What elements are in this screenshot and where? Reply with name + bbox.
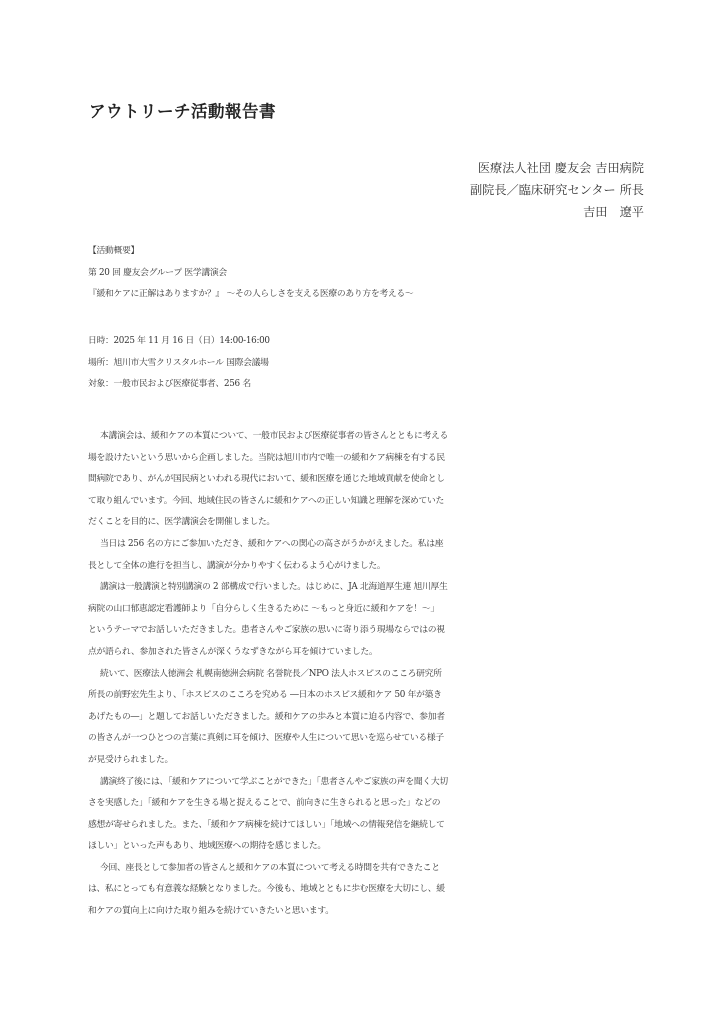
event-datetime: 日時：2025 年 11 月 16 日（日）14:00-16:00 bbox=[88, 336, 270, 346]
body-line: あげたもの―」と題してお話しいただきました。緩和ケアの歩みと本質に迫る内容で、参加者 bbox=[88, 711, 445, 722]
body-line: 和ケアの質向上に向けた取り組みを続けていきたいと思います。 bbox=[88, 906, 334, 917]
body-line: 今回、座長として参加者の皆さんと緩和ケアの本質について考える時間を共有できたこと bbox=[100, 862, 440, 873]
body-line: 所長の前野宏先生より、「ホスピスのこころを究める ―日本のホスピス緩和ケア 50 年が築き bbox=[88, 690, 442, 701]
body-line: 病院の山口郁恵認定看護師より「自分らしく生きるために ～もっと身近に緩和ケアを！～」 bbox=[88, 603, 439, 614]
body-line: が見受けられました。 bbox=[88, 754, 173, 765]
body-line: は、私にとっても有意義な経験となりました。今後も、地域とともに歩む医療を大切にし、緩 bbox=[88, 884, 445, 895]
body-line: 当日は 256 名の方にご参加いただき、緩和ケアへの関心の高さがうかがえました。私は座 bbox=[100, 538, 444, 549]
event-audience: 対象：一般市民および医療従事者、256 名 bbox=[88, 379, 251, 390]
body-line: 感想が寄せられました。また、「緩和ケア病棟を続けてほしい」「地域への情報発信を継続して bbox=[88, 819, 445, 830]
body-line: 点が語られ、参加された皆さんが深くうなずきながら耳を傾けていました。 bbox=[88, 646, 378, 657]
body-line: というテーマでお話しいただきました。患者さんやご家族の思いに寄り添う現場ならではの視 bbox=[88, 625, 445, 636]
body-line: の皆さんが一つひとつの言葉に真剣に耳を傾け、医療や人生について思いを巡らせている様子 bbox=[88, 733, 444, 744]
author-organization: 医療法人社団 慶友会 吉田病院 bbox=[477, 161, 644, 175]
body-line: 場を設けたいという思いから企画しました。当院は旭川市内で唯一の緩和ケア病棟を有する民 bbox=[88, 452, 445, 463]
author-position: 副院長／臨床研究センター 所長 bbox=[469, 183, 644, 197]
event-name: 第 20 回 慶友会グループ 医学講演会 bbox=[88, 267, 227, 278]
body-line: だくことを目的に、医学講演会を開催しました。 bbox=[88, 517, 275, 528]
body-line: て取り組んでいます。今回、地域住民の皆さんに緩和ケアへの正しい知識と理解を深めていた bbox=[88, 495, 444, 506]
body-line: 本講演会は、緩和ケアの本質について、一般市民および医療従事者の皆さんとともに考える bbox=[100, 431, 449, 441]
body-line: 講演は一般講演と特別講演の 2 部構成で行いました。はじめに、JA 北海道厚生連 旭川厚生 bbox=[100, 582, 448, 593]
author-block bbox=[470, 157, 644, 223]
report-body bbox=[88, 426, 648, 923]
document-title: アウトリーチ活動報告書 bbox=[89, 102, 276, 121]
overview-heading: 【活動概要】 bbox=[88, 246, 139, 256]
body-line: 長として全体の進行を担当し、講演が分かりやすく伝わるよう心がけました。 bbox=[88, 560, 386, 571]
event-theme: 『緩和ケアに正解はありますか？』 ～その人らしさを支える医療のあり方を考える～ bbox=[88, 289, 414, 300]
body-line: さを実感した」「緩和ケアを生きる場と捉えることで、前向きに生きられると思った」などの bbox=[88, 798, 441, 809]
event-venue: 場所：旭川市大雪クリスタルホール 国際会議場 bbox=[88, 357, 269, 368]
body-line: 間病院であり、がんが国民病といわれる現代において、緩和医療を通じた地域貢献を使命とし bbox=[88, 474, 445, 485]
body-line: 講演終了後には、「緩和ケアについて学ぶことができた」「患者さんやご家族の声を聞く大切 bbox=[100, 776, 448, 787]
body-line: 続いて、医療法人徳洲会 札幌南徳洲会病院 名誉院長／NPO 法人ホスピスのこころ研究所 bbox=[100, 668, 442, 679]
details-section bbox=[88, 331, 648, 396]
overview-section bbox=[88, 241, 648, 306]
body-line: ほしい」といった声もあり、地域医療への期待を感じました。 bbox=[88, 841, 326, 852]
author-name: 吉田 遼平 bbox=[583, 205, 644, 219]
